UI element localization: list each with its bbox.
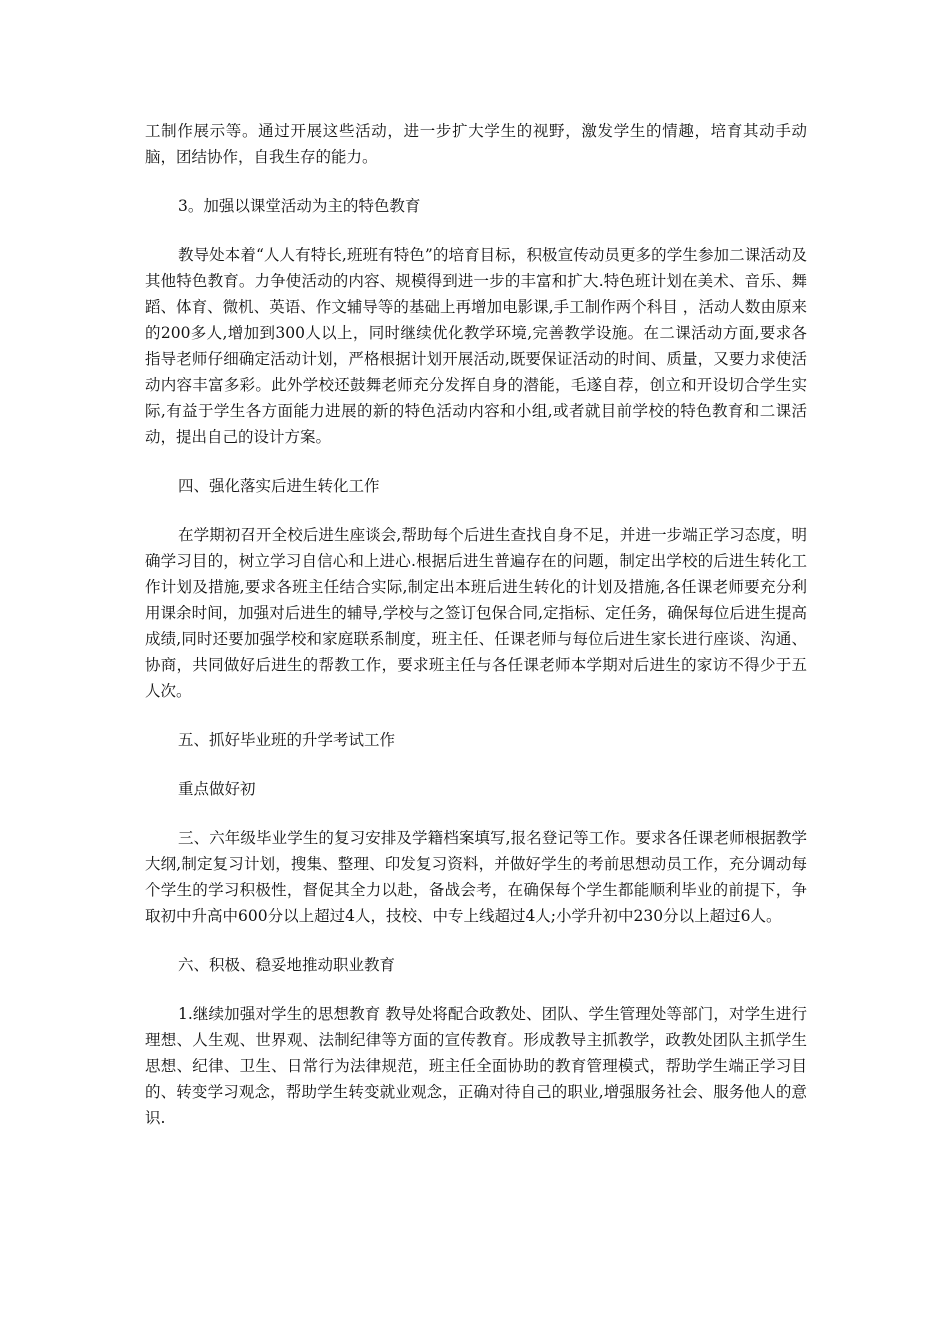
section-heading-4: 四、强化落实后进生转化工作 [178,477,380,495]
paragraph-student-transformation: 在学期初召开全校后进生座谈会,帮助每个后进生查找自身不足，并进一步端正学习态度，明确学习目的，树立学习自信心和上进心.根据后进生普遍存在的问题，制定出学校的后进生转化工作计划及措施,要求各班主任结合实际,制定出本班后进生转化的计划及措施,各任课老师要充分利用课余时间，加强对后进生的辅导,学校与之签订包保合同,定指标、定任务，确保每位后进生提高成绩,同时还要加强学校和家庭联系制度，班主任、任课老师与每位后进生家长进行座谈、沟通、协商，共同做好后进生的帮教工作，要求班主任与各任课老师本学期对后进生的家访不得少于五人次。 [145,526,807,700]
paragraph-continuation: 工制作展示等。通过开展这些活动，进一步扩大学生的视野，激发学生的情趣，培育其动手动脑，团结协作，自我生存的能力。 [145,122,807,166]
section-heading-5: 五、抓好毕业班的升学考试工作 [178,731,396,749]
document-body [145,118,807,1131]
paragraph-vocational-education: 1.继续加强对学生的思想教育 教导处将配合政教处、团队、学生管理处等部门，对学生进行理想、人生观、世界观、法制纪律等方面的宣传教育。形成教导主抓教学，政教处团队主抓学生思想、纪律、卫生、日常行为法律规范，班主任全面协助的教育管理模式，帮助学生端正学习目的、转变学习观念，帮助学生转变就业观念，正确对待自己的职业,增强服务社会、服务他人的意识. [145,1005,807,1127]
focus-line: 重点做好初 [178,780,256,798]
paragraph-special-education: 教导处本着“人人有特长,班班有特色”的培育目标，积极宣传动员更多的学生参加二课活动及其他特色教育。力争使活动的内容、规模得到进一步的丰富和扩大.特色班计划在美术、音乐、舞蹈、体育、微机、英语、作文辅导等的基础上再增加电影课,手工制作两个科目 ，活动人数由原来的200多人,增加到300人以上，同时继续优化教学环境,完善教学设施。在二课活动方面,要求各指导老师仔细确定活动计划，严格根据计划开展活动,既要保证活动的时间、质量，又要力求使活动内容丰富多彩。此外学校还鼓舞老师充分发挥自身的潜能，毛遂自荐，创立和开设切合学生实际,有益于学生各方面能力进展的新的特色活动内容和小组,或者就目前学校的特色教育和二课活动，提出自己的设计方案。 [145,246,807,446]
section-heading-3: 3。加强以课堂活动为主的特色教育 [178,197,421,215]
paragraph-graduation-exam: 三、六年级毕业学生的复习安排及学籍档案填写,报名登记等工作。要求各任课老师根据教学大纲,制定复习计划，搜集、整理、印发复习资料，并做好学生的考前思想动员工作，充分调动每个学生的学习积极性，督促其全力以赴，备战会考，在确保每个学生都能顺利毕业的前提下，争取初中升高中600分以上超过4人，技校、中专上线超过4人;小学升初中230分以上超过6人。 [145,829,807,925]
section-heading-6: 六、积极、稳妥地推动职业教育 [178,956,396,974]
